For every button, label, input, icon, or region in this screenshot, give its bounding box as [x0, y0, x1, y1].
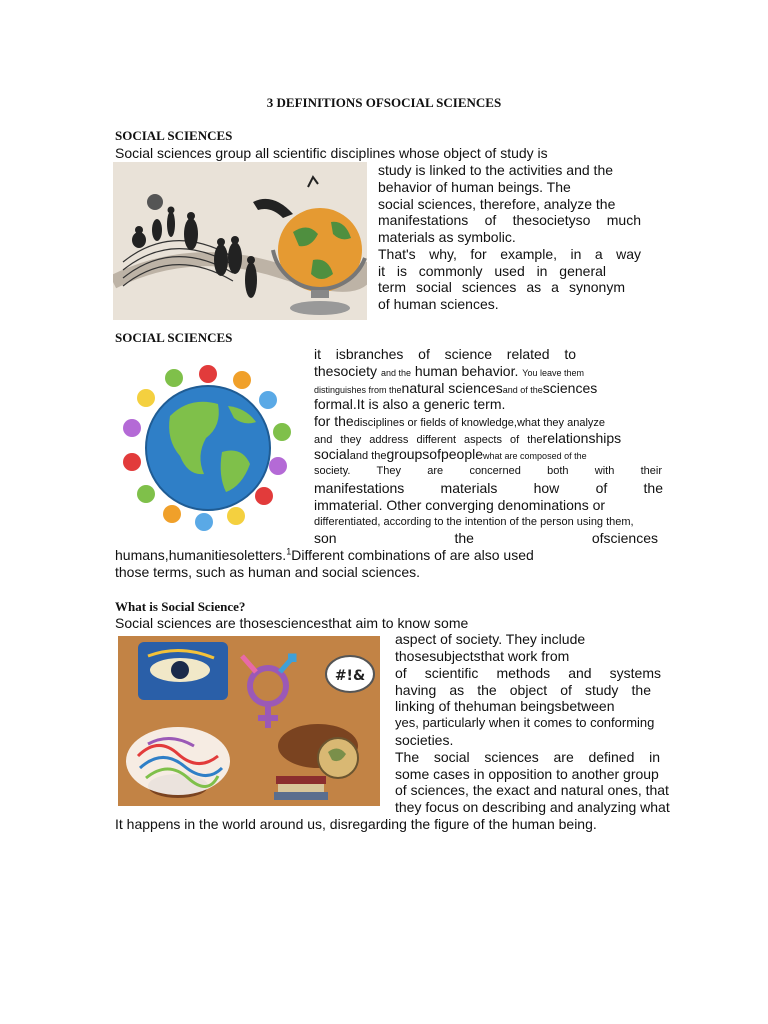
text-run: and the	[380, 368, 411, 378]
paragraph-line: immaterial. Other converging denominations or	[314, 497, 606, 513]
paragraph-line: formal.It is also a generic term.	[314, 396, 506, 412]
paragraph-line: of scientific methods and systems	[395, 665, 661, 681]
text-run: and of the	[502, 385, 543, 395]
paragraph-line: society. They are concerned both with their	[314, 465, 662, 477]
evolution-globe-image	[113, 162, 367, 320]
text-run: Different combinations of are also used	[291, 547, 534, 563]
paragraph-line	[314, 413, 605, 432]
text-run: for the	[314, 413, 354, 429]
social-science-collage-image	[118, 636, 380, 806]
paragraph-line: yes, particularly when it comes to conforming	[395, 715, 655, 730]
paragraph-line: That's why, for example, in a way	[378, 246, 641, 262]
paragraph-line: Social sciences are thosesciencesthat aim to know some	[115, 615, 469, 631]
text-run: sciences	[542, 380, 598, 396]
text-run: humans,humanitiesoletters.	[115, 547, 287, 563]
paragraph-line: of sciences, the exact and natural ones, that	[395, 782, 669, 798]
text-run: distinguishes from the	[314, 385, 402, 395]
paragraph-line: having as the object of study the	[395, 682, 651, 698]
paragraph-line: The social sciences are defined in	[395, 749, 660, 765]
section-heading: SOCIAL SCIENCES	[115, 128, 233, 143]
paragraph-line: manifestations of thesocietyso much	[378, 212, 641, 228]
paragraph-line: it is commonly used in general	[378, 263, 606, 279]
text-run: You leave them	[522, 368, 584, 378]
text-run: groupsofpeople	[386, 446, 484, 462]
paragraph-line: manifestations materials how of the	[314, 480, 663, 496]
paragraph-line: of human sciences.	[378, 296, 499, 312]
paragraph-line: societies.	[395, 732, 454, 748]
paragraph-line: study is linked to the activities and the	[378, 162, 614, 178]
paragraph-line: social sciences, therefore, analyze the	[378, 196, 616, 212]
paragraph-line	[115, 547, 534, 564]
paragraph-line: son the ofsciences	[314, 530, 658, 546]
section-heading: What is Social Science?	[115, 599, 246, 614]
paragraph-line	[314, 363, 584, 382]
text-run: what are composed of the	[483, 451, 587, 461]
paragraph-line: behavior of human beings. The	[378, 179, 571, 195]
text-run: what they analyze	[516, 417, 606, 429]
paragraph-line: linking of thehuman beingsbetween	[395, 698, 615, 714]
document-title: 3 DEFINITIONS OFSOCIAL SCIENCES	[266, 95, 502, 110]
paragraph-line: aspect of society. They include	[395, 631, 586, 647]
paragraph-line: it isbranches of science related to	[314, 346, 576, 362]
section-heading: SOCIAL SCIENCES	[115, 330, 233, 345]
paragraph-line: Social sciences group all scientific disciplines whose object of study is	[115, 145, 548, 161]
children-around-globe-image	[118, 356, 298, 536]
paragraph-line: differentiated, according to the intention of the person using them,	[314, 516, 634, 528]
text-run: human behavior.	[414, 363, 519, 379]
paragraph-line: materials as symbolic.	[378, 229, 516, 245]
paragraph-line: some cases in opposition to another group	[395, 766, 659, 782]
text-run: thesociety	[314, 363, 378, 379]
footnote-marker: 1	[286, 546, 292, 557]
paragraph-line: term social sciences as a synonym	[378, 279, 625, 295]
text-run: and the	[349, 450, 387, 462]
paragraph-line: those terms, such as human and social sciences.	[115, 564, 421, 580]
paragraph-line: they focus on describing and analyzing what	[395, 799, 670, 815]
text-run: natural sciences	[401, 380, 503, 396]
paragraph-line: thosesubjectsthat work from	[395, 648, 570, 664]
paragraph-line: It happens in the world around us, disregarding the figure of the human being.	[115, 816, 597, 832]
text-run: relationships	[542, 430, 622, 446]
paragraph-line	[314, 446, 587, 465]
text-run: disciplines or fields of knowledge,	[353, 417, 517, 429]
speech-bubble-text: #!&	[334, 668, 366, 684]
text-run: and they address different aspects of the	[314, 434, 543, 446]
text-run: social	[314, 446, 350, 462]
